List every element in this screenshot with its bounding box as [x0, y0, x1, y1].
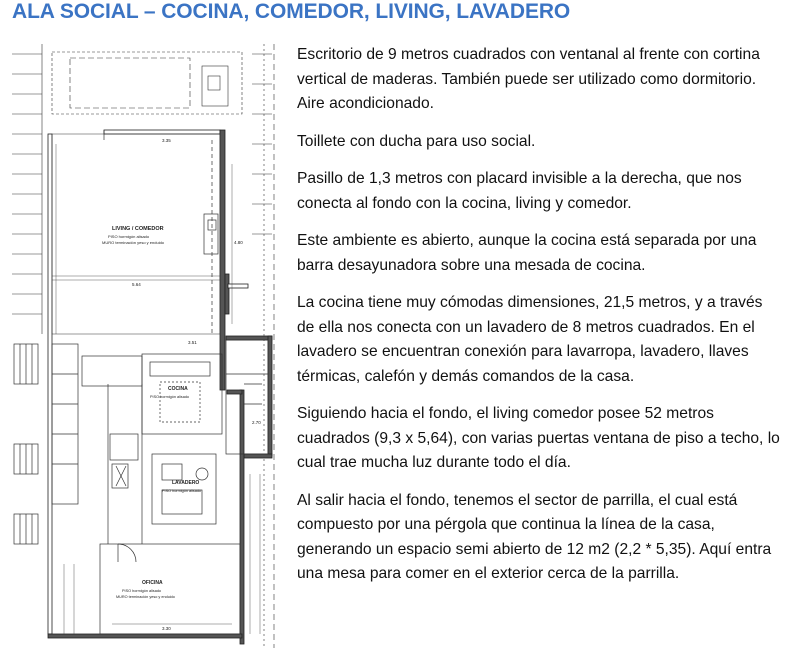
label-living: LIVING / COMEDOR	[112, 226, 164, 232]
description	[297, 43, 783, 600]
paragraph-ambiente: Este ambiente es abierto, aunque la cocina está separada por una barra desayunadora sobre una mesada de cocina.	[297, 232, 757, 274]
floor-plan	[12, 44, 288, 648]
paragraph-toillete: Toillete con ducha para uso social.	[297, 132, 536, 150]
dim-side-1: 4.80	[234, 240, 243, 245]
label-living-note1: PISO hormigón alisado	[108, 234, 150, 239]
paragraph-parrilla: Al salir hacia el fondo, tenemos el sector de parrilla, el cual está compuesto por una pérgola que continua la línea de la casa, generando un espacio semi abierto de 12 m2 (2,2 * 5,35). Aquí entra una mesa para comer en el exterior cerca de la parrilla.	[297, 491, 772, 582]
paragraph-escritorio: Escritorio de 9 metros cuadrados con ventanal al frente con cortina vertical de maderas. También puede ser utilizado como dormitorio. Aire acondicionado.	[297, 46, 760, 112]
dim-side-2: 2.70	[252, 420, 261, 425]
label-oficina-note1: PISO hormigón alisado	[122, 589, 162, 593]
left-steps	[12, 44, 42, 334]
dim-small: 3.51	[188, 340, 197, 345]
paragraph-pasillo: Pasillo de 1,3 metros con placard invisible a la derecha, que nos conecta al fondo con la cocina, living y comedor.	[297, 170, 742, 212]
label-cocina: COCINA	[168, 386, 188, 392]
dim-living-width: 5.64	[132, 282, 141, 287]
label-lavadero-note: PISO hormigón alisado	[162, 489, 202, 493]
label-lavadero: LAVADERO	[172, 480, 200, 486]
page-heading: ALA SOCIAL – COCINA, COMEDOR, LIVING, LAVADERO	[12, 0, 571, 23]
label-living-note2: MURO terminación yeso y enduido	[102, 240, 165, 245]
paragraph-cocina: La cocina tiene muy cómodas dimensiones, 21,5 metros, y a través de ella nos conecta con un lavadero de 8 metros cuadrados. En el lavadero se encuentran conexión para lavarropa, lavadero, llaves térmicas, calefón y demás comandos de la casa.	[297, 294, 763, 385]
floor-plan-drawing	[12, 44, 288, 648]
dim-oficina-width: 3.30	[162, 626, 171, 631]
label-oficina-note2: MURO terminación yeso y enduido	[116, 595, 175, 599]
label-cocina-note: PISO hormigón alisado	[150, 395, 190, 399]
label-oficina: OFICINA	[142, 580, 163, 586]
paragraph-living: Siguiendo hacia el fondo, el living comedor posee 52 metros cuadrados (9,3 x 5,64), con varias puertas ventana de piso a techo, lo cual trae mucha luz durante todo el día.	[297, 405, 780, 471]
dim-top: 3.35	[162, 138, 171, 143]
